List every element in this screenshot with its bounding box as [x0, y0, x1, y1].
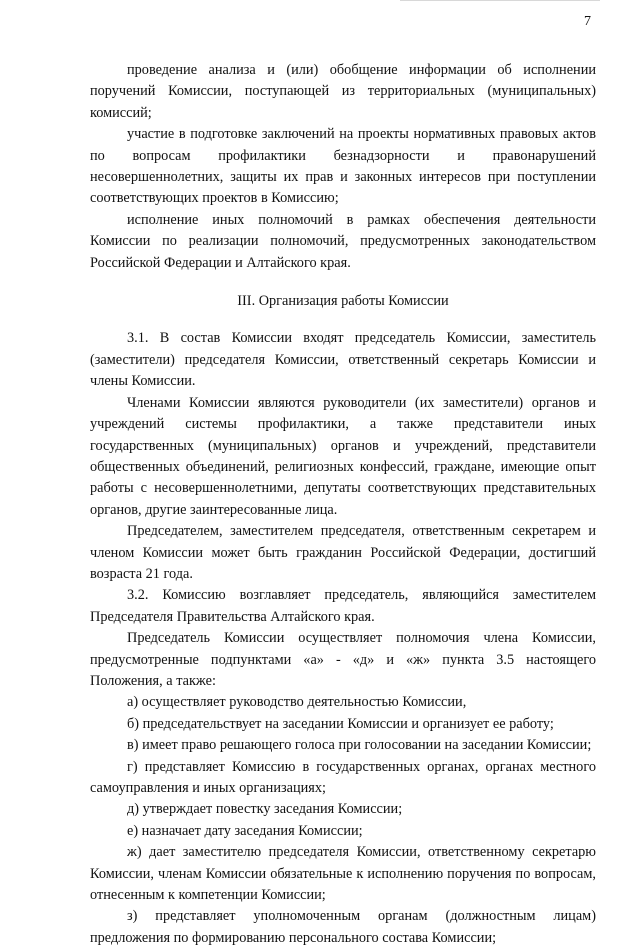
list-item: а) осуществляет руководство деятельностью Комиссии,: [127, 694, 467, 711]
paragraph: исполнение иных полномочий в рамках обеспечения деятельности Комиссии по реализации полномочий, предусмотренных законодательством Российской Федерации и Алтайского края.: [90, 211, 596, 271]
list-item: д) утверждает повестку заседания Комиссии;: [127, 801, 403, 818]
paragraph: Председателем, заместителем председателя, ответственным секретарем и членом Комиссии может быть гражданин Российской Федерации, достигший возраста 21 года.: [90, 523, 596, 582]
section-heading: III. Организация работы Комиссии: [237, 293, 449, 310]
paragraph: 3.2. Комиссию возглавляет председатель, являющийся заместителем Председателя Правительства Алтайского края.: [90, 587, 596, 625]
paragraph: участие в подготовке заключений на проекты нормативных правовых актов по вопросам профилактики безнадзорности и правонарушений несовершеннолетних, защиты их прав и законных интересов при поступлении соответствующих проектов в Комиссию;: [90, 126, 596, 207]
list-item: е) назначает дату заседания Комиссии;: [127, 822, 363, 839]
list-item: з) представляет уполномоченным органам (должностным лицам) предложения по формированию персонального состава Комиссии;: [90, 908, 596, 946]
page-number: 7: [584, 14, 591, 29]
list-item: б) председательствует на заседании Комиссии и организует ее работу;: [127, 715, 554, 732]
paragraph: Председатель Комиссии осуществляет полномочия члена Комиссии, предусмотренные подпунктами «а» - «д» и «ж» пункта 3.5 настоящего Положения, а также:: [90, 630, 596, 689]
paragraph: Членами Комиссии являются руководители (их заместители) органов и учреждений системы профилактики, а также представители иных государственных (муниципальных) органов и учреждений, представители общественных объединений, религиозных конфессий, граждане, имеющие опыт работы с несовершеннолетними, депутаты соответствующих представительных органов, другие заинтересованные лица.: [90, 394, 596, 518]
list-item: г) представляет Комиссию в государственных органах, органах местного самоуправления и иных организациях;: [90, 758, 596, 796]
paragraph: 3.1. В состав Комиссии входят председатель Комиссии, заместитель (заместители) председателя Комиссии, ответственный секретарь Комиссии и члены Комиссии.: [90, 330, 596, 390]
list-item: ж) дает заместителю председателя Комиссии, ответственному секретарю Комиссии, членам Комиссии обязательные к исполнению поручения по вопросам, отнесенным к компетенции Комиссии;: [90, 844, 596, 904]
list-item: в) имеет право решающего голоса при голосовании на заседании Комиссии;: [127, 737, 592, 754]
scan-edge-line: [400, 0, 600, 1]
document-body: [90, 60, 596, 949]
paragraph: проведение анализа и (или) обобщение информации об исполнении поручений Комиссии, поступающей из территориальных (муниципальных) комиссий;: [90, 62, 596, 121]
